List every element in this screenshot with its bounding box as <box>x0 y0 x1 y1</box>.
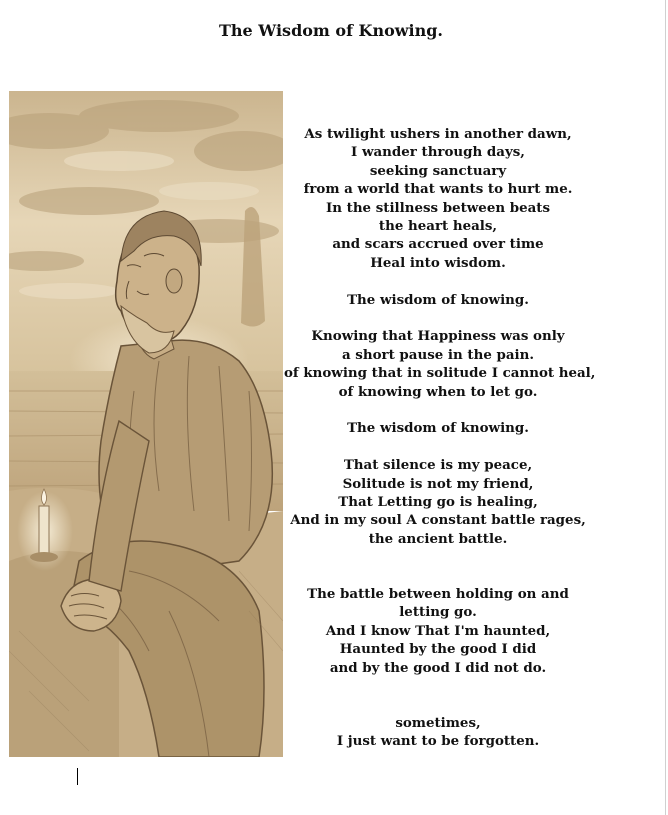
poem-line: And in my soul A constant battle rages, <box>290 512 586 529</box>
poem-line: That Letting go is healing, <box>338 494 538 511</box>
poem-line: and by the good I did not do. <box>329 659 547 676</box>
poem-line: the heart heals, <box>378 218 498 235</box>
refrain <box>284 291 592 309</box>
poem-line: Solitude is not my friend, <box>342 475 534 492</box>
poem-line: of knowing that in solitude I cannot heal, <box>284 365 596 382</box>
poem-line: of knowing when to let go. <box>338 383 538 400</box>
stanza-gap <box>284 272 592 290</box>
stanza <box>284 327 596 401</box>
poem-line: Heal into wisdom. <box>370 254 506 271</box>
stanza-gap <box>284 567 592 585</box>
poem-line: That silence is my peace, <box>343 457 533 474</box>
poem-line: The battle between holding on and <box>307 586 569 603</box>
stanza-gap <box>284 548 592 566</box>
poem-line: and scars accrued over time <box>332 236 544 253</box>
poem-line: a short pause in the pain. <box>341 346 535 363</box>
stanza-gap <box>284 695 592 713</box>
poem-line: the ancient battle. <box>368 530 508 547</box>
poem-line: I just want to be forgotten. <box>336 733 540 750</box>
poem-line: letting go. <box>399 604 477 621</box>
poem-line: The wisdom of knowing. <box>347 420 529 437</box>
poem-line: Knowing that Happiness was only <box>311 328 565 345</box>
poem-line: Haunted by the good I did <box>339 641 537 658</box>
poem-line: I wander through days, <box>351 144 525 161</box>
document-title: The Wisdom of Knowing. <box>219 21 443 40</box>
poem-line: As twilight ushers in another dawn, <box>304 126 572 142</box>
stanza <box>284 125 592 272</box>
poem-line: And I know That I'm haunted, <box>325 622 551 639</box>
text-cursor[interactable] <box>77 768 78 785</box>
poem-line: The wisdom of knowing. <box>347 291 529 308</box>
stanza-gap <box>284 401 592 419</box>
poem-line: In the stillness between beats <box>325 199 551 216</box>
stanza-gap <box>284 309 592 327</box>
stanza <box>284 456 592 548</box>
stanza-gap <box>284 438 592 456</box>
stanza <box>284 585 592 677</box>
refrain <box>284 419 592 437</box>
page-edge <box>665 0 666 815</box>
stanza <box>284 714 592 751</box>
poem-text <box>284 125 596 751</box>
poem-line: from a world that wants to hurt me. <box>303 181 573 198</box>
poem-line: sometimes, <box>395 714 481 731</box>
poem-line: seeking sanctuary <box>369 162 507 179</box>
sepia-illustration <box>9 91 283 757</box>
stanza-gap <box>284 677 592 695</box>
